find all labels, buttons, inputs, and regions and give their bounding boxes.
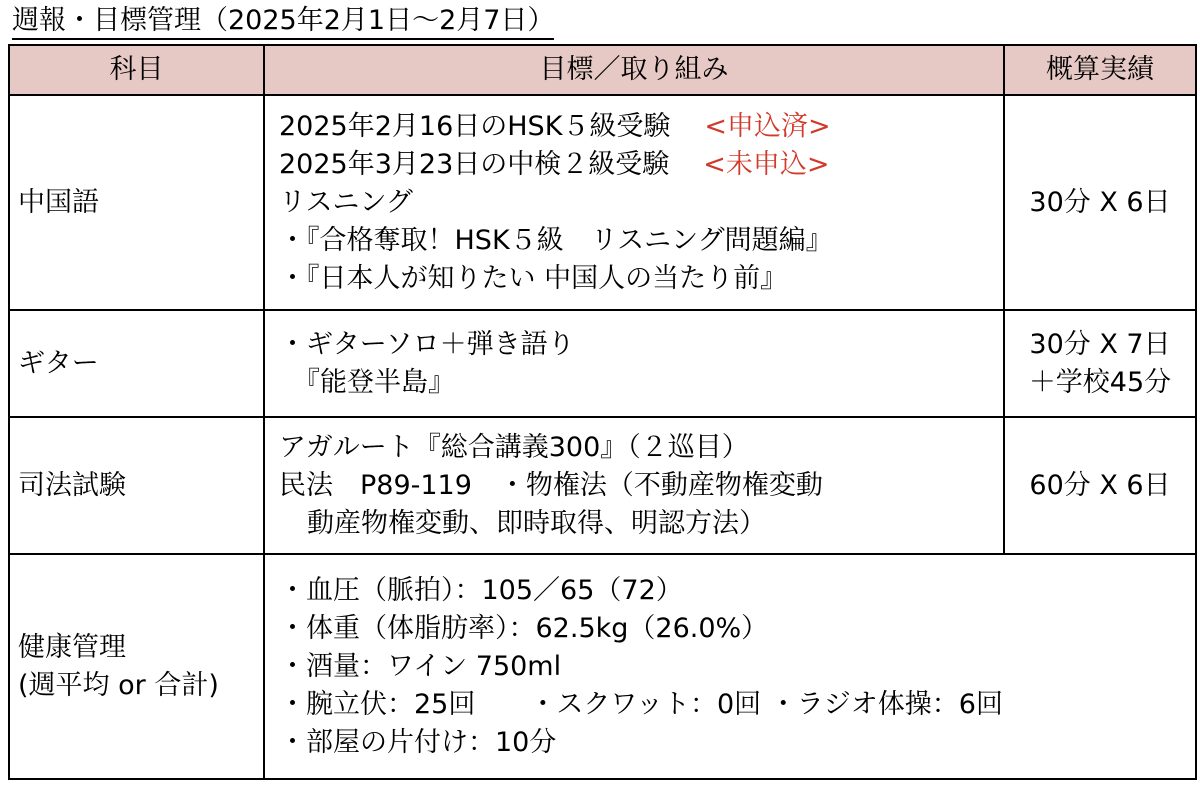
header-result: 概算実績 xyxy=(1004,45,1196,95)
goal-line: ・『合格奪取！HSK５級 リスニング問題編』 xyxy=(279,224,833,256)
subject-note: (週平均 or 合計) xyxy=(18,669,219,701)
goal-line: ・ギターソロ＋弾き語り xyxy=(279,328,575,360)
result-line: ＋学校45分 xyxy=(1028,366,1172,398)
goal-line: 2025年3月23日の中検２級受験 <未申込> xyxy=(279,148,830,180)
goal-line: アガルート『総合講義300』（２巡目） xyxy=(279,431,749,463)
goal-line: ・体重（体脂肪率）：62.5kg（26.0%） xyxy=(279,612,769,644)
weekly-report-table xyxy=(8,44,1197,780)
header-goal: 目標／取り組み xyxy=(264,45,1004,95)
table-row xyxy=(9,417,1196,554)
result-cell xyxy=(1004,95,1196,310)
goal-line: ・酒量：ワイン 750ml xyxy=(279,650,562,682)
goal-line: ・『日本人が知りたい 中国人の当たり前』 xyxy=(279,262,788,294)
result-line: 30分 X 7日 xyxy=(1029,328,1171,360)
result-cell xyxy=(1004,417,1196,554)
goal-cell xyxy=(264,554,1196,779)
header-subject: 科目 xyxy=(9,45,264,95)
goal-line: リスニング xyxy=(279,186,413,218)
result-cell xyxy=(1004,310,1196,417)
goal-line: 動産物権変動、即時取得、明認方法） xyxy=(307,507,766,539)
table-row xyxy=(9,310,1196,417)
status-tag: <未申込> xyxy=(703,148,830,180)
subject-cell xyxy=(9,554,264,779)
goal-line: ・血圧（脈拍）：105／65（72） xyxy=(279,574,683,606)
subject-line: 健康管理 xyxy=(18,631,126,663)
goal-line: ・腕立伏：25回 ・スクワット：0回 ・ラジオ体操：6回 xyxy=(279,688,1003,720)
result-line: 60分 X 6日 xyxy=(1029,469,1171,501)
goal-cell xyxy=(264,95,1004,310)
goal-line: 民法 P89-119 ・物権法（不動産物権変動 xyxy=(279,469,823,501)
goal-cell xyxy=(264,417,1004,554)
table-row xyxy=(9,554,1196,779)
goal-cell xyxy=(264,310,1004,417)
table-row xyxy=(9,95,1196,310)
status-tag: <申込済> xyxy=(704,110,831,142)
goal-line: 2025年2月16日のHSK５級受験 <申込済> xyxy=(279,110,831,142)
goal-line: ・部屋の片付け：10分 xyxy=(279,726,557,758)
subject-cell: ギター xyxy=(9,310,264,417)
subject-cell: 中国語 xyxy=(9,95,264,310)
result-line: 30分 X 6日 xyxy=(1029,186,1171,218)
subject-cell: 司法試験 xyxy=(9,417,264,554)
header-row xyxy=(9,45,1196,95)
page-title: 週報・目標管理（2025年2月1日〜2月7日） xyxy=(12,4,554,40)
goal-line: 『能登半島』 xyxy=(293,366,455,398)
